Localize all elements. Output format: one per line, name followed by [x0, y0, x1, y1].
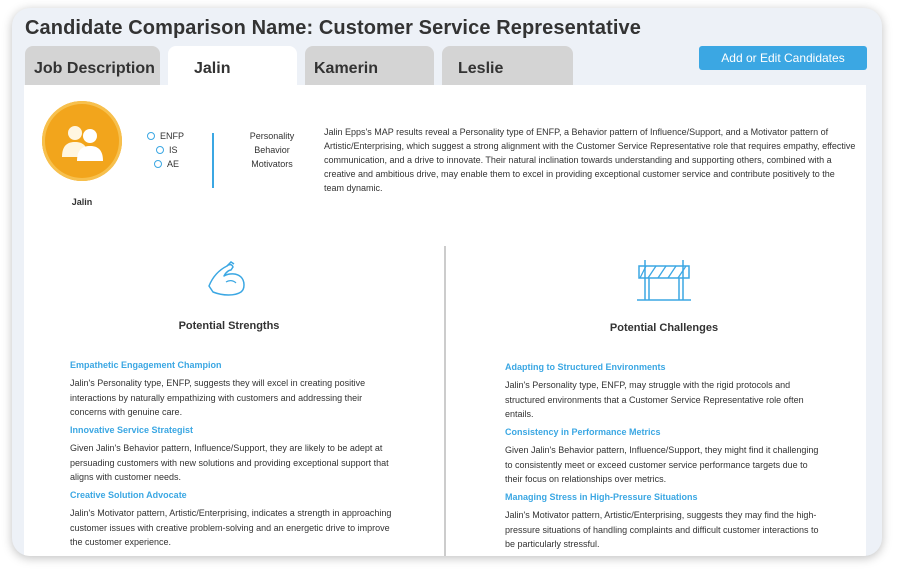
- radio-dot-icon: [154, 160, 162, 168]
- add-edit-candidates-button[interactable]: Add or Edit Candidates: [699, 46, 867, 70]
- radio-dot-icon: [147, 132, 155, 140]
- tab-jalin[interactable]: [168, 46, 297, 86]
- trait-motivators: AE: [154, 159, 179, 169]
- trait-behavior: IS: [156, 145, 178, 155]
- tab-kamerin[interactable]: [305, 46, 434, 86]
- strength-heading: Creative Solution Advocate: [70, 490, 187, 500]
- strength-body: Given Jalin's Behavior pattern, Influence/Support, they are likely to be adept at persuading customers with new solutions and providing exceptional support that aligns with customer needs.: [70, 443, 389, 482]
- category-behavior: Behavior: [254, 145, 290, 155]
- roadblock-barrier-icon: [636, 258, 692, 302]
- challenge-body: Given Jalin's Behavior pattern, Influence/Support, they might find it challenging to consistently meet or exceed customer service performance targets due to their focus on relationships over metrics.: [505, 445, 819, 484]
- flexed-arm-icon: [205, 256, 251, 302]
- challenge-body: Jalin's Personality type, ENFP, may struggle with the rigid protocols and structured environments that a Customer Service Representative role often entails.: [505, 380, 804, 419]
- challenges-title: Potential Challenges: [609, 322, 719, 334]
- tab-label: Leslie: [458, 60, 504, 77]
- avatar: [42, 101, 122, 181]
- strength-body: Jalin's Personality type, ENFP, suggests they will excel in creating positive interactions by naturally empathizing with customers and addressing their concerns with genuine care.: [70, 378, 366, 417]
- candidate-name: Jalin: [71, 197, 93, 207]
- strengths-title: Potential Strengths: [178, 320, 280, 332]
- category-motivators: Motivators: [251, 159, 293, 169]
- column-divider: [444, 246, 446, 556]
- tab-label: Jalin: [194, 60, 231, 77]
- users-icon: [42, 101, 122, 181]
- candidate-panel: [24, 85, 866, 556]
- category-personality: Personality: [249, 131, 295, 141]
- challenge-heading: Managing Stress in High-Pressure Situations: [505, 492, 698, 502]
- candidate-summary: Jalin Epps's MAP results reveal a Personality type of ENFP, a Behavior pattern of Influence/Support, and a Motivator pattern of Artistic/Enterprising, which suggest a strong alignment with the Customer Service Representative role that requires empathy, effective communication, and a drive to innovate. Their natural inclination towards understanding and supporting others, combined with a creative and ambitious drive, may enable them to excel in providing exceptional customer service and contribute positively to the team dynamic.: [324, 127, 856, 193]
- radio-dot-icon: [156, 146, 164, 154]
- app-window: [12, 8, 882, 556]
- tab-label: Kamerin: [314, 60, 379, 77]
- trait-personality: ENFP: [147, 131, 184, 141]
- challenge-heading: Consistency in Performance Metrics: [505, 427, 661, 437]
- strength-body: Jalin's Motivator pattern, Artistic/Enterprising, indicates a strength in approaching customer issues with creative problem-solving and an energetic drive to improve the customer experience.: [70, 508, 392, 547]
- tab-job-description[interactable]: [25, 46, 160, 86]
- trait-divider: [212, 133, 214, 188]
- challenge-body: Jalin's Motivator pattern, Artistic/Enterprising, suggests they may find the high-pressure situations of handling complaints and difficult customer interactions to be particularly stressful.: [505, 510, 819, 549]
- challenge-heading: Adapting to Structured Environments: [505, 362, 666, 372]
- strength-heading: Empathetic Engagement Champion: [70, 360, 222, 370]
- tab-label: Job Description: [34, 60, 155, 77]
- strength-heading: Innovative Service Strategist: [70, 425, 194, 435]
- page-title: Candidate Comparison Name: Customer Service Representative: [25, 17, 641, 39]
- tab-leslie[interactable]: [442, 46, 573, 86]
